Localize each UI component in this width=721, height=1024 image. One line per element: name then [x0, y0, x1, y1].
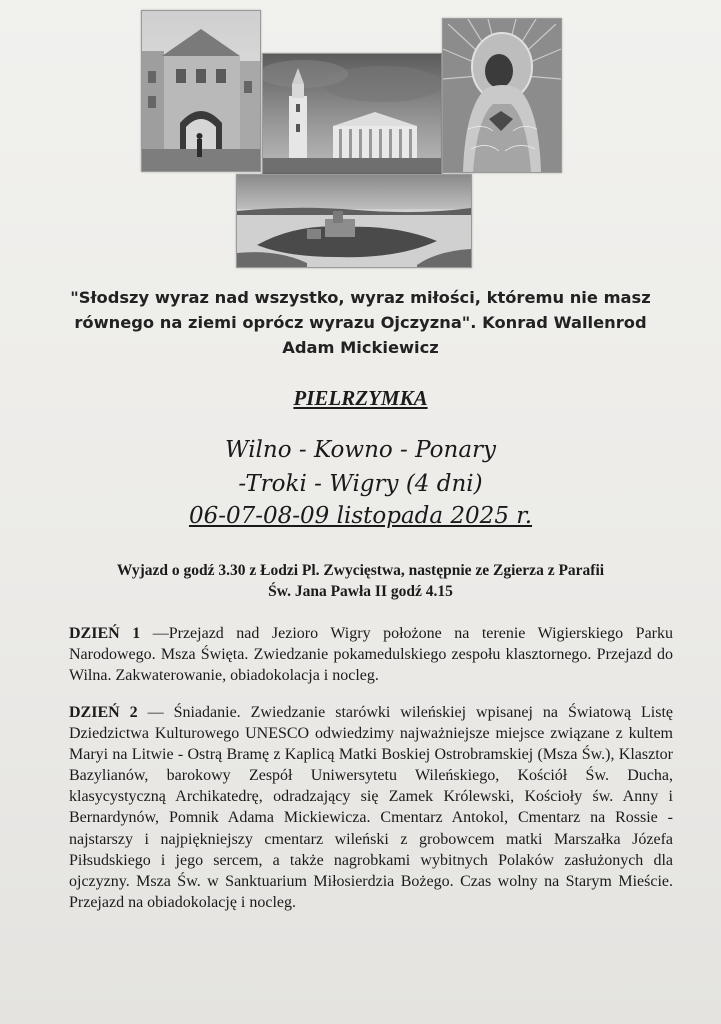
quote-line-1: "Słodszy wyraz nad wszystko, wyraz miłości, któremu nie masz: [70, 288, 651, 307]
day-2-description: [69, 702, 673, 913]
departure-line-2: Św. Jana Pawła II godź 4.15: [268, 583, 453, 600]
day-1-text: —Przejazd nad Jezioro Wigry położone na terenie Wigierskiego Parku Narodowego. Msza Święta. Zwiedzanie pokamedulskiego zespołu klasztornego. Przejazd do Wilna. Zakwaterowanie, obiadokolacja i nocleg.: [69, 625, 673, 685]
mickiewicz-quote: [40, 285, 681, 360]
route-line-1: Wilno - Kowno - Ponary: [224, 437, 497, 463]
photo-collage: [0, 0, 721, 270]
trip-dates: 06-07-08-09 listopada 2025 r.: [188, 503, 533, 529]
day-1-label: DZIEŃ 1: [69, 625, 141, 642]
pilgrimage-heading: PIELRZYMKA: [293, 386, 428, 410]
departure-line-1: Wyjazd o godź 3.30 z Łodzi Pl. Zwycięstwa, następnie ze Zgierza z Parafii: [116, 562, 605, 579]
day-2-text: — Śniadanie. Zwiedzanie starówki wileńskiej wpisanej na Światową Listę Dziedzictwa Kulturowego UNESCO odwiedzimy najważniejsze miejsce związane z kultem Maryi na Litwie - Ostrą Bramę z Kaplicą Matki Boskiej Ostrobramskiej (Msza Św.), Klasztor Bazylianów, barokowy Zespół Uniwersytetu Wileńskiego, Kościół Św. Ducha, klasycystyczną Archikatedrę, odradzający się Zamek Królewski, Kościoły św. Anny i Bernardynów, Pomnik Adama Mickiewicza. Cmentarz Antokol, Cmentarz na Rossie - najstarszy i najpiękniejszy cmentarz wileński z grobowcem matki Marszałka Józefa Piłsudskiego i jego sercem, a także nagrobkami wybitnych Polaków zasłużonych dla ojczyzny. Msza Św. w Sanktuarium Miłosierdzia Bożego. Czas wolny na Starym Mieście. Przejazd na obiadokolację i nocleg.: [69, 704, 674, 911]
cathedral-belfry-photo: [262, 53, 442, 175]
route-line-2: -Troki - Wigry (4 dni): [238, 471, 483, 497]
island-castle-photo: [236, 174, 472, 268]
madonna-icon-photo: [442, 18, 562, 173]
quote-line-2: równego na ziemi oprócz wyrazu Ojczyzna". Konrad Wallenrod: [74, 313, 647, 332]
gate-of-dawn-photo: [141, 10, 261, 172]
quote-author: Adam Mickiewicz: [282, 338, 439, 357]
day-1-description: [69, 623, 673, 686]
departure-info: [40, 560, 681, 602]
day-2-label: DZIEŃ 2: [69, 704, 138, 721]
